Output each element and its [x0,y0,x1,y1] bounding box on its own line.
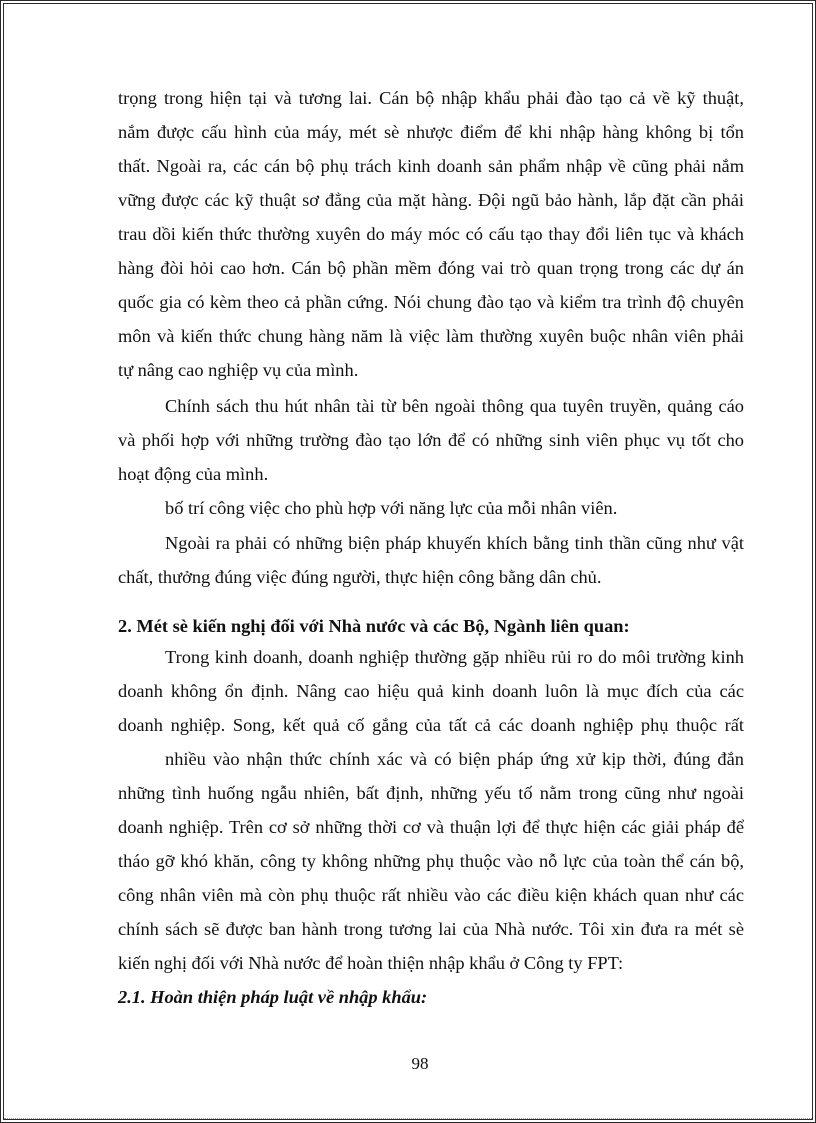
paragraph-line: nhiều vào nhận thức chính xác và có biện pháp ứng xử kịp thời, đúng đắn [165,749,744,769]
paragraph-line: chính sách sẽ được ban hành trong tương lai của Nhà nước. Tôi xin đưa ra mét sè [118,919,744,939]
paragraph-line: Trong kinh doanh, doanh nghiệp thường gặp nhiều rủi ro do môi trường kinh [165,647,744,667]
paragraph-line: hoạt động của mình. [118,464,269,484]
paragraph-line: trau dồi kiến thức thường xuyên do máy móc có cấu tạo thay đổi liên tục và khách [118,224,744,244]
paragraph-line: trọng trong hiện tại và tương lai. Cán bộ nhập khẩu phải đào tạo cả về kỹ thuật, [118,88,744,108]
paragraph-line: Chính sách thu hút nhân tài từ bên ngoài thông qua tuyên truyền, quảng cáo [165,396,744,416]
paragraph-line: môn và kiến thức chung hàng năm là việc làm thường xuyên buộc nhân viên phải [118,326,744,346]
subsection-heading: 2.1. Hoàn thiện pháp luật về nhập khẩu: [118,987,428,1007]
paragraph-line: những tình huống ngẫu nhiên, bất định, những yếu tố nằm trong cũng như ngoài [118,783,744,803]
paragraph-line: công nhân viên mà còn phụ thuộc rất nhiều vào các điều kiện khách quan như các [118,885,744,905]
paragraph-line: doanh không ổn định. Nâng cao hiệu quả kinh doanh luôn là mục đích của các [118,681,744,701]
paragraph-line: Ngoài ra phải có những biện pháp khuyến khích bằng tinh thần cũng như vật [165,533,744,553]
paragraph-line: bố trí công việc cho phù hợp với năng lực của mỗi nhân viên. [165,498,618,518]
paragraph-line: tháo gỡ khó khăn, công ty không những phụ thuộc vào nỗ lực của toàn thể cán bộ, [118,851,744,871]
paragraph-line: nắm được cấu hình của máy, mét sè nhược điểm để khi nhập hàng không bị tổn [118,122,744,142]
section-heading: 2. Mét sè kiến nghị đối với Nhà nước và các Bộ, Ngành liên quan: [118,616,630,636]
paragraph-line: chất, thưởng đúng việc đúng người, thực hiện công bằng dân chủ. [118,567,602,587]
paragraph-line: quốc gia có kèm theo cả phần cứng. Nói chung đào tạo và kiểm tra trình độ chuyên [118,292,744,312]
paragraph-line: tự nâng cao nghiệp vụ của mình. [118,360,359,380]
page-number: 98 [411,1054,429,1073]
paragraph-line: và phối hợp với những trường đào tạo lớn để có những sinh viên phục vụ tốt cho [118,430,744,450]
paragraph-line: thất. Ngoài ra, các cán bộ phụ trách kinh doanh sản phẩm nhập về cũng phải nắm [118,156,744,176]
paragraph-line: doanh nghiệp. Trên cơ sở những thời cơ và thuận lợi để thực hiện các giải pháp để [118,817,744,837]
paragraph-line: doanh nghiệp. Song, kết quả cố gắng của tất cả các doanh nghiệp phụ thuộc rất [118,715,744,735]
paragraph-line: kiến nghị đối với Nhà nước để hoàn thiện nhập khẩu ở Công ty FPT: [118,953,624,973]
paragraph-line: hàng đòi hỏi cao hơn. Cán bộ phần mềm đóng vai trò quan trọng trong các dự án [118,258,744,278]
page-bottom-border [4,1118,812,1119]
paragraph-line: vững được các kỹ thuật sơ đẳng của mặt hàng. Đội ngũ bảo hành, lắp đặt cần phải [118,190,744,210]
